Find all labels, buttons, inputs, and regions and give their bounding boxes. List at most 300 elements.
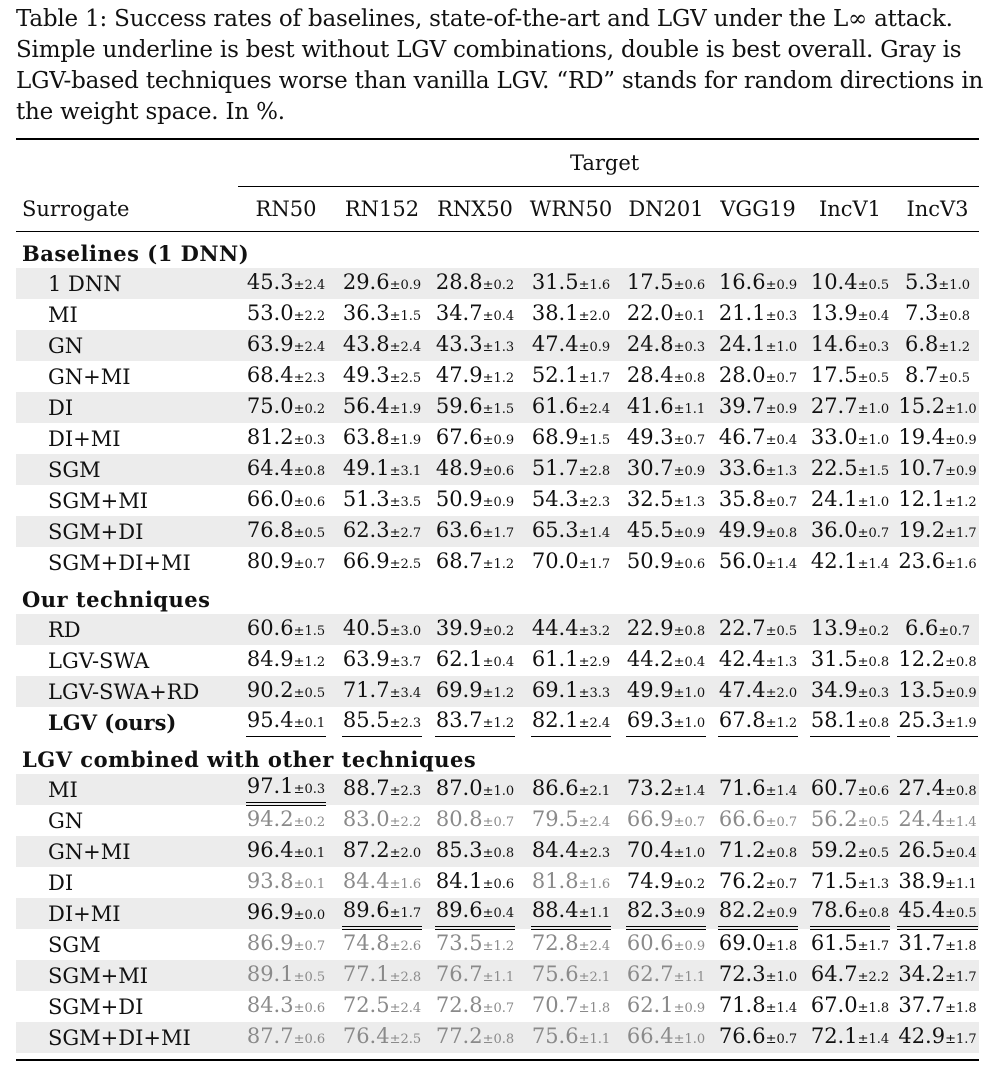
section-title: Our techniques [22, 587, 211, 612]
cell-value [342, 394, 422, 422]
table-cell [620, 869, 712, 897]
table-cell [522, 898, 620, 930]
table-cell [896, 838, 979, 866]
value: 26.5 [898, 837, 946, 862]
value: 64.4 [246, 455, 294, 480]
cell-value [531, 807, 611, 835]
cell-value [246, 838, 326, 866]
std-dev: ±2.8 [389, 969, 422, 985]
std-dev: ±0.4 [482, 905, 515, 921]
value: 81.8 [531, 868, 579, 893]
std-dev: ±0.5 [857, 370, 890, 386]
table-row [16, 330, 979, 361]
value: 31.5 [531, 269, 579, 294]
cell-value [342, 708, 422, 737]
std-dev: ±2.6 [389, 938, 422, 954]
value: 62.7 [626, 961, 674, 986]
table-cell [712, 708, 804, 737]
table-cell [336, 301, 428, 329]
value: 67.0 [810, 992, 858, 1017]
std-dev: ±1.6 [578, 277, 611, 293]
cell-value [626, 487, 706, 515]
value: 96.9 [246, 899, 294, 924]
row-label: 1 DNN [48, 271, 122, 296]
table-cell [804, 838, 896, 866]
table-cell [712, 363, 804, 391]
value: 16.6 [718, 269, 766, 294]
table-cell [336, 898, 428, 930]
value: 6.6 [905, 615, 939, 640]
value: 89.1 [246, 961, 294, 986]
value: 53.0 [246, 300, 294, 325]
value: 67.6 [435, 424, 483, 449]
table-cell [804, 869, 896, 897]
value: 72.8 [435, 992, 483, 1017]
std-dev: ±3.2 [578, 623, 611, 639]
cell-value [531, 456, 611, 484]
value: 8.7 [905, 362, 939, 387]
value: 84.4 [531, 837, 579, 862]
value: 59.6 [435, 393, 483, 418]
table-cell [336, 549, 428, 577]
table-cell [712, 869, 804, 897]
cell-value [718, 708, 798, 737]
row-label: RD [48, 617, 81, 642]
cell-value [435, 549, 515, 577]
value: 29.6 [342, 269, 390, 294]
cell-value [718, 678, 798, 706]
value: 36.0 [810, 517, 858, 542]
std-dev: ±2.8 [578, 463, 611, 479]
cell-value [810, 898, 890, 930]
std-dev: ±0.0 [293, 907, 326, 923]
table-row [16, 454, 979, 485]
std-dev: ±1.6 [945, 556, 977, 572]
table-cell [428, 931, 522, 959]
std-dev: ±0.8 [482, 1031, 515, 1047]
row-label: MI [48, 302, 78, 327]
table-cell [896, 807, 979, 835]
cell-value [626, 678, 706, 706]
value: 78.6 [810, 897, 858, 922]
cell-value [246, 993, 326, 1021]
value: 69.1 [531, 677, 579, 702]
cell-value [810, 993, 890, 1021]
cell-value [342, 1024, 422, 1052]
value: 68.4 [246, 362, 294, 387]
value: 88.4 [531, 897, 579, 922]
value: 10.4 [810, 269, 858, 294]
std-dev: ±2.3 [389, 716, 422, 731]
value: 45.5 [626, 517, 674, 542]
row-label: SGM [48, 932, 101, 957]
value: 17.5 [626, 269, 674, 294]
table-cell [804, 708, 896, 737]
cell-value [435, 301, 515, 329]
value: 28.0 [718, 362, 766, 387]
table-cell [336, 332, 428, 360]
cell-value [897, 869, 977, 897]
cell-value [718, 807, 798, 835]
cell-value [718, 993, 798, 1021]
table-cell [712, 456, 804, 484]
column-header: RN152 [344, 197, 420, 221]
table-cell [236, 425, 336, 453]
value: 75.6 [531, 1023, 579, 1048]
table-cell [620, 807, 712, 835]
value: 22.5 [810, 455, 858, 480]
table-cell [522, 456, 620, 484]
value: 22.7 [718, 615, 766, 640]
cell-value [246, 363, 326, 391]
cell-value [810, 1024, 890, 1052]
table-cell [712, 647, 804, 675]
cell-value [810, 394, 890, 422]
table-cell [804, 456, 896, 484]
cell-value [531, 678, 611, 706]
table-cell [522, 394, 620, 422]
cell-value [531, 869, 611, 897]
cell-value [897, 962, 977, 990]
cell-value [246, 425, 326, 453]
std-dev: ±1.7 [482, 525, 515, 541]
std-dev: ±0.6 [293, 1031, 326, 1047]
std-dev: ±1.2 [482, 685, 515, 701]
std-dev: ±0.7 [765, 1031, 798, 1047]
value: 76.4 [342, 1023, 390, 1048]
std-dev: ±1.5 [389, 308, 422, 324]
cell-value [626, 518, 706, 546]
table-cell [896, 869, 979, 897]
table-cell [712, 270, 804, 298]
cell-value [246, 869, 326, 897]
cell-value [718, 931, 798, 959]
cell-value [718, 363, 798, 391]
cell-value [342, 993, 422, 1021]
cell-value [531, 549, 611, 577]
table-cell [236, 616, 336, 644]
value: 50.9 [435, 486, 483, 511]
value: 54.3 [531, 486, 579, 511]
cell-value [342, 869, 422, 897]
table-cell [236, 1024, 336, 1052]
value: 24.1 [810, 486, 858, 511]
table-cell [522, 962, 620, 990]
value: 23.6 [898, 548, 946, 573]
std-dev: ±1.7 [389, 905, 422, 921]
cell-value [810, 332, 890, 360]
table-cell [804, 301, 896, 329]
table-cell [896, 332, 979, 360]
std-dev: ±0.7 [293, 938, 326, 954]
std-dev: ±2.3 [578, 845, 611, 861]
cell-value [897, 898, 977, 930]
table-cell [712, 549, 804, 577]
table-cell [522, 270, 620, 298]
table-row [16, 614, 979, 645]
cell-value [810, 616, 890, 644]
column-header: VGG19 [720, 197, 796, 221]
cell-value [246, 549, 326, 577]
row-label: SGM+DI+MI [48, 1025, 191, 1050]
std-dev: ±0.9 [482, 494, 515, 510]
table-row [16, 991, 979, 1022]
value: 48.9 [435, 455, 483, 480]
value: 28.8 [435, 269, 483, 294]
cell-value [246, 394, 326, 422]
std-dev: ±0.4 [673, 654, 706, 670]
std-dev: ±0.4 [765, 432, 798, 448]
value: 13.9 [810, 615, 858, 640]
cell-value [626, 301, 706, 329]
cell-value [246, 301, 326, 329]
std-dev: ±0.7 [765, 876, 798, 892]
std-dev: ±0.8 [765, 845, 798, 861]
cell-value [626, 456, 706, 484]
cell-value [810, 678, 890, 706]
cell-value [342, 776, 422, 804]
cell-value [810, 708, 890, 737]
table-cell [804, 363, 896, 391]
value: 58.1 [810, 708, 858, 732]
table-cell [620, 332, 712, 360]
value: 49.3 [626, 424, 674, 449]
value: 76.6 [718, 1023, 766, 1048]
table-cell [236, 332, 336, 360]
cell-value [246, 332, 326, 360]
cell-value [531, 898, 611, 930]
std-dev: ±1.0 [938, 277, 970, 293]
cell-value [626, 1024, 706, 1052]
value: 22.0 [626, 300, 674, 325]
table-cell [522, 616, 620, 644]
cell-value [897, 993, 977, 1021]
cell-value [626, 993, 706, 1021]
cell-value [626, 270, 706, 298]
cell-value [342, 301, 422, 329]
cell-value [246, 900, 326, 928]
table-row [16, 361, 979, 392]
cell-value [810, 518, 890, 546]
std-dev: ±1.0 [673, 685, 706, 701]
table-cell [896, 518, 979, 546]
cell-value [897, 394, 977, 422]
cell-value [531, 838, 611, 866]
cell-value [342, 456, 422, 484]
table-cell [236, 301, 336, 329]
cell-value [435, 962, 515, 990]
std-dev: ±0.4 [482, 308, 515, 324]
value: 70.0 [531, 548, 579, 573]
std-dev: ±1.0 [673, 716, 706, 731]
value: 69.9 [435, 677, 483, 702]
cell-value [897, 456, 977, 484]
table-cell [236, 394, 336, 422]
value: 28.4 [626, 362, 674, 387]
value: 66.0 [246, 486, 294, 511]
std-dev: ±0.7 [482, 1000, 515, 1016]
cell-value [897, 518, 977, 546]
std-dev: ±1.3 [673, 494, 706, 510]
std-dev: ±0.6 [293, 1000, 326, 1016]
value: 61.1 [531, 646, 579, 671]
table-cell [236, 549, 336, 577]
std-dev: ±0.9 [389, 277, 422, 293]
cell-value [904, 301, 971, 329]
value: 62.1 [435, 646, 483, 671]
cell-value [246, 270, 326, 298]
cell-value [531, 518, 611, 546]
table-cell [336, 425, 428, 453]
table-cell [804, 931, 896, 959]
std-dev: ±2.4 [293, 277, 326, 293]
table-cell [712, 838, 804, 866]
value: 82.3 [626, 897, 674, 922]
value: 87.0 [435, 775, 483, 800]
value: 25.3 [898, 708, 946, 732]
table-cell [896, 301, 979, 329]
value: 66.9 [342, 548, 390, 573]
value: 13.5 [898, 677, 946, 702]
cell-value [435, 807, 515, 835]
value: 47.9 [435, 362, 483, 387]
std-dev: ±1.2 [482, 370, 515, 386]
std-dev: ±1.8 [945, 1000, 977, 1016]
value: 38.9 [898, 868, 946, 893]
std-dev: ±1.1 [673, 969, 706, 985]
std-dev: ±1.2 [482, 938, 515, 954]
cell-value [531, 394, 611, 422]
table-cell [522, 332, 620, 360]
std-dev: ±0.7 [673, 432, 706, 448]
std-dev: ±1.6 [578, 876, 611, 892]
value: 66.6 [718, 806, 766, 831]
cell-value [897, 838, 977, 866]
std-dev: ±0.5 [857, 814, 890, 830]
cell-value [718, 394, 798, 422]
value: 71.5 [810, 868, 858, 893]
table-cell [236, 456, 336, 484]
value: 85.5 [342, 708, 390, 732]
row-label: GN [48, 808, 84, 833]
std-dev: ±2.5 [389, 556, 422, 572]
value: 85.3 [435, 837, 483, 862]
value: 42.1 [810, 548, 858, 573]
table-cell [428, 616, 522, 644]
std-dev: ±0.9 [482, 432, 515, 448]
table-row [16, 707, 979, 738]
table-cell [712, 931, 804, 959]
table-row [16, 805, 979, 836]
cell-value [342, 898, 422, 930]
bottom-rule [16, 1059, 979, 1061]
cell-value [531, 332, 611, 360]
cell-value [435, 363, 515, 391]
table-cell [804, 616, 896, 644]
cell-value [718, 332, 798, 360]
std-dev: ±0.9 [765, 277, 798, 293]
value: 81.2 [246, 424, 294, 449]
table-cell [620, 1024, 712, 1052]
std-dev: ±0.8 [673, 370, 706, 386]
table-row [16, 268, 979, 299]
std-dev: ±1.4 [765, 556, 798, 572]
value: 31.7 [898, 930, 946, 955]
value: 83.0 [342, 806, 390, 831]
table-cell [896, 487, 979, 515]
cell-value [904, 270, 971, 298]
std-dev: ±1.2 [765, 716, 798, 731]
cell-value [531, 425, 611, 453]
value: 19.4 [898, 424, 946, 449]
std-dev: ±0.7 [673, 814, 706, 830]
table-cell [428, 678, 522, 706]
table-cell [712, 776, 804, 804]
std-dev: ±0.5 [293, 685, 326, 701]
column-header: RN50 [255, 197, 317, 221]
cell-value [718, 1024, 798, 1052]
cell-value [531, 931, 611, 959]
std-dev: ±2.4 [389, 1000, 422, 1016]
table-cell [804, 807, 896, 835]
value: 44.4 [531, 615, 579, 640]
table-cell [428, 487, 522, 515]
std-dev: ±0.3 [857, 339, 890, 355]
std-dev: ±0.2 [857, 623, 890, 639]
value: 24.8 [626, 331, 674, 356]
std-dev: ±0.3 [857, 685, 890, 701]
table-cell [428, 425, 522, 453]
std-dev: ±2.1 [578, 969, 611, 985]
std-dev: ±1.0 [482, 783, 515, 799]
cell-value [531, 1024, 611, 1052]
value: 69.3 [626, 708, 674, 732]
value: 47.4 [531, 331, 579, 356]
table-cell [896, 931, 979, 959]
value: 51.3 [342, 486, 390, 511]
std-dev: ±0.2 [293, 401, 326, 417]
row-label: SGM [48, 457, 101, 482]
cell-value [435, 708, 515, 737]
cell-value [342, 931, 422, 959]
cell-value [810, 776, 890, 804]
std-dev: ±0.1 [293, 716, 326, 731]
std-dev: ±1.6 [389, 876, 422, 892]
column-header: IncV1 [818, 197, 882, 221]
table-cell [712, 898, 804, 930]
table-cell [896, 962, 979, 990]
std-dev: ±0.7 [938, 623, 970, 639]
table-cell [804, 1024, 896, 1052]
value: 95.4 [246, 708, 294, 732]
std-dev: ±2.3 [293, 370, 326, 386]
value: 45.3 [246, 269, 294, 294]
table-cell [522, 301, 620, 329]
table-cell [428, 647, 522, 675]
cell-value [435, 869, 515, 897]
table-cell [620, 549, 712, 577]
std-dev: ±2.3 [389, 783, 422, 799]
std-dev: ±0.5 [938, 370, 970, 386]
value: 10.7 [898, 455, 946, 480]
value: 30.7 [626, 455, 674, 480]
table-cell [522, 931, 620, 959]
cell-value [531, 993, 611, 1021]
std-dev: ±2.2 [293, 308, 326, 324]
value: 89.6 [435, 897, 483, 922]
cell-value [435, 898, 515, 930]
table-cell [336, 807, 428, 835]
